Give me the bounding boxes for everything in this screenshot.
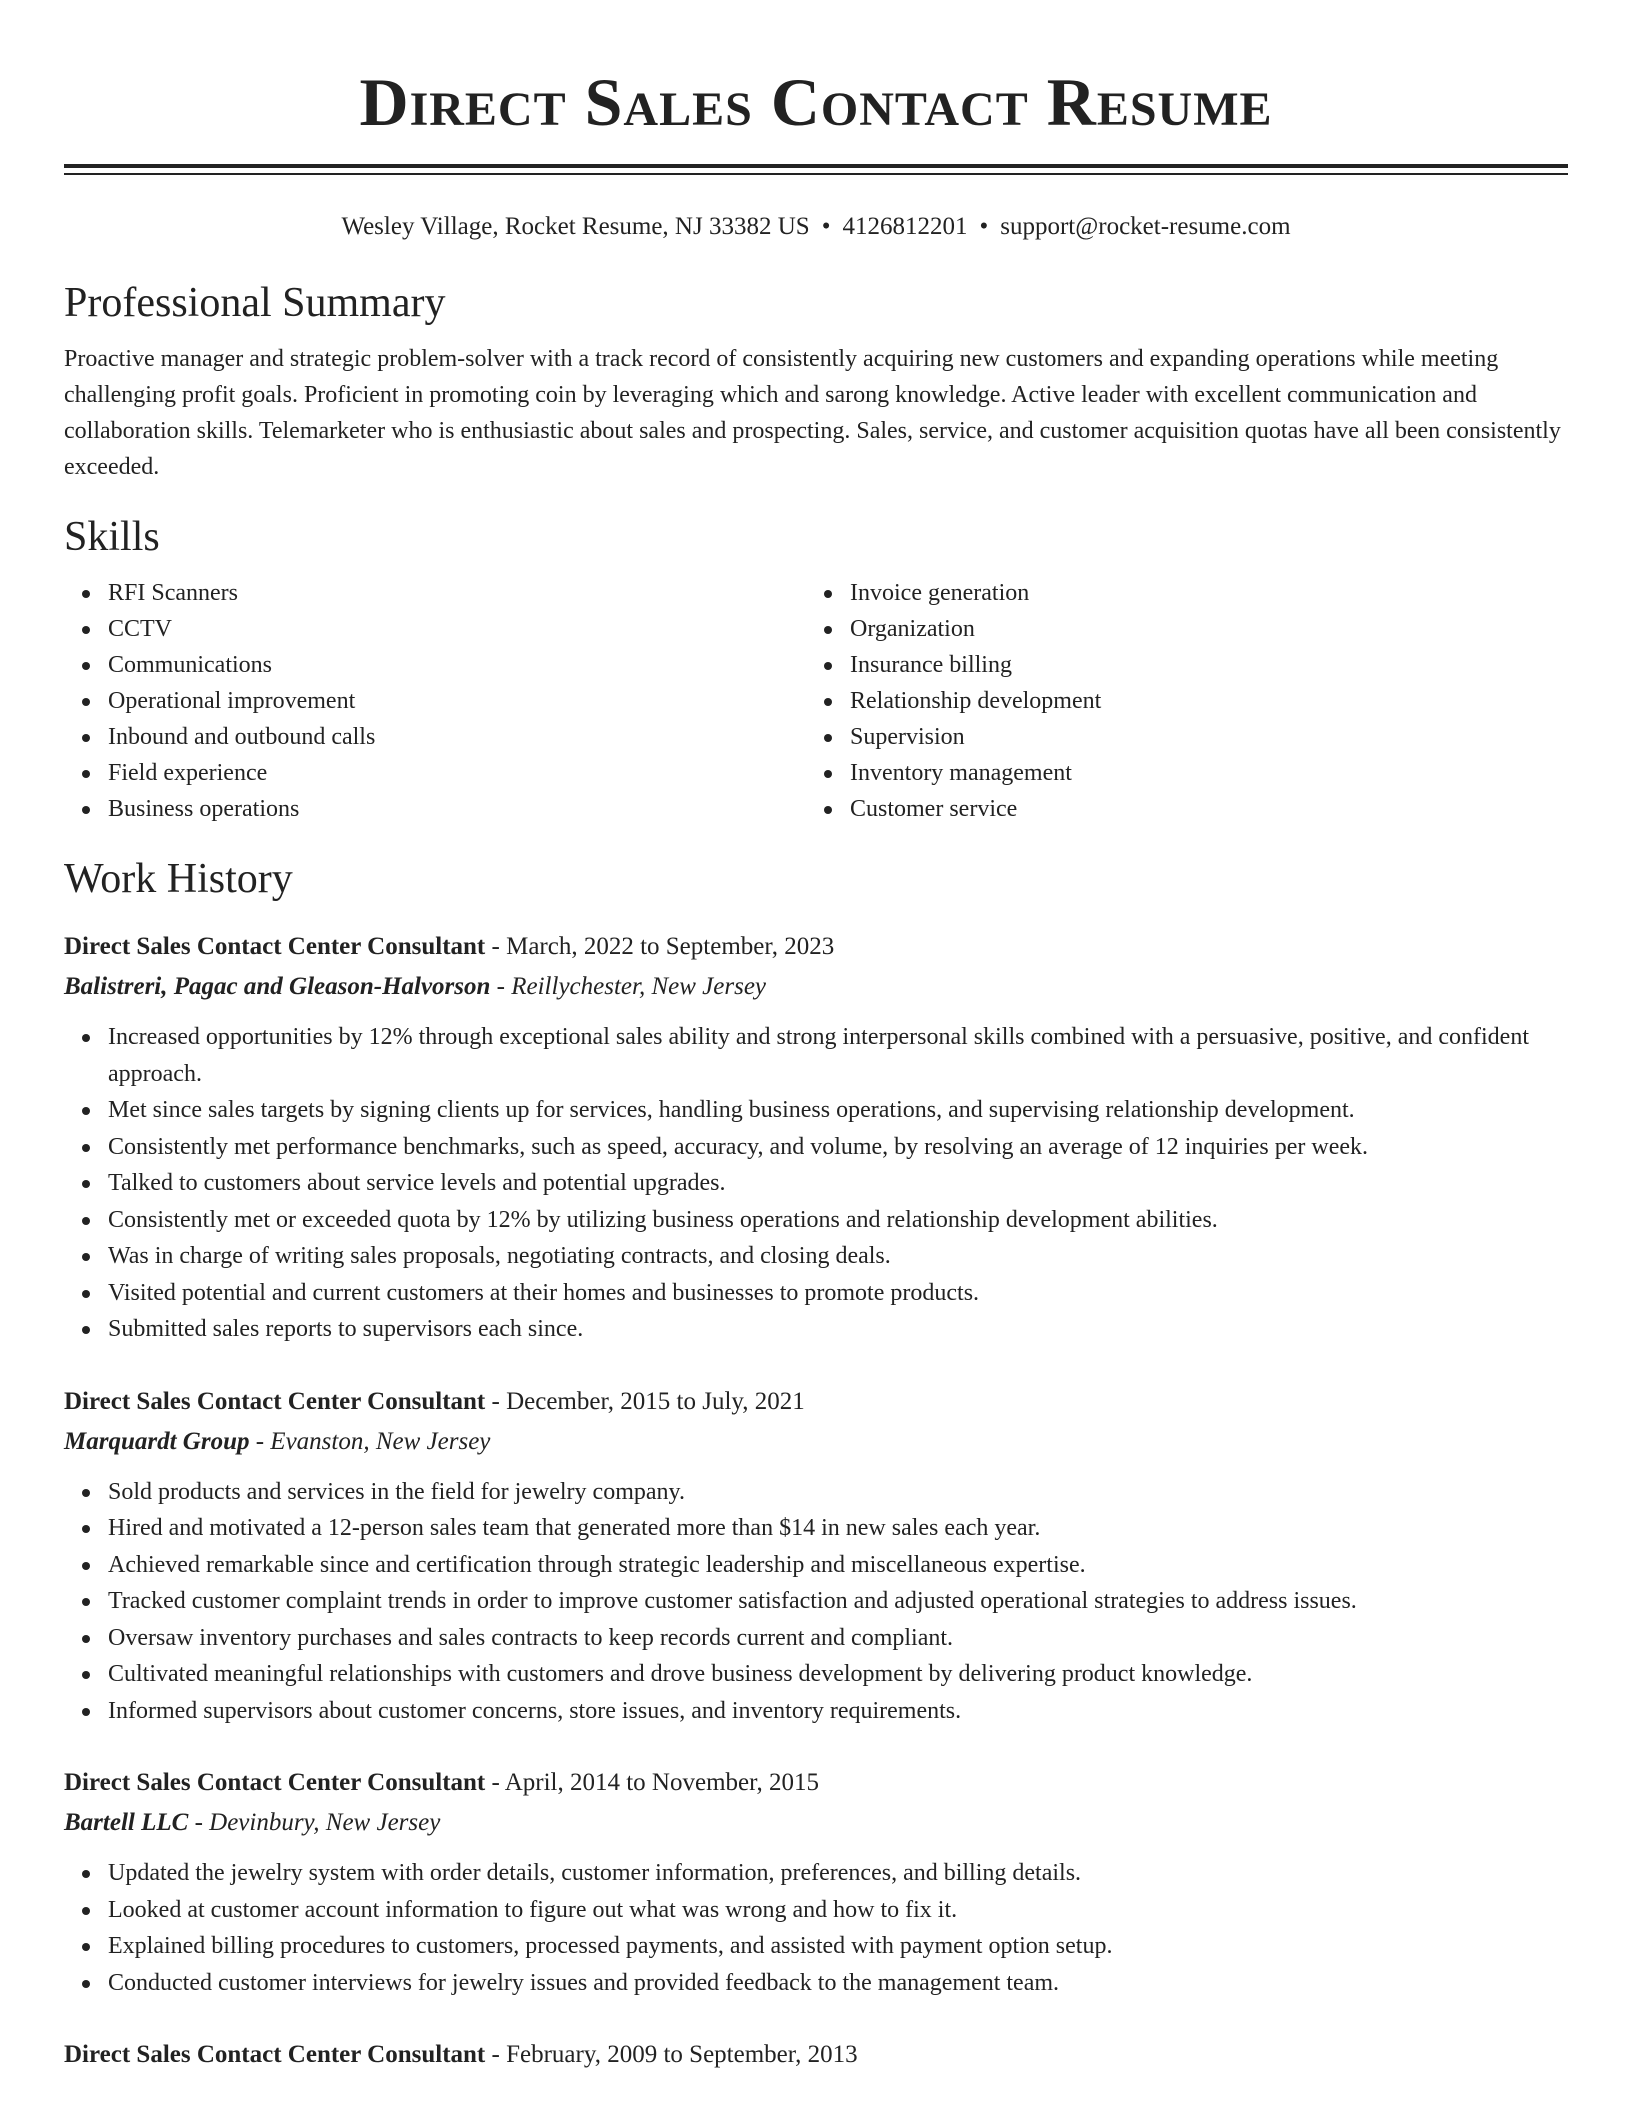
skill-item: RFI Scanners (108, 575, 806, 611)
job-bullet: Conducted customer interviews for jewelry issues and provided feedback to the management team. (108, 1965, 1568, 2002)
job-bullet: Achieved remarkable since and certification through strategic leadership and miscellaneous expertise. (108, 1547, 1568, 1584)
job-dates: - February, 2009 to September, 2013 (485, 2041, 858, 2068)
job-location: - Reillychester, New Jersey (490, 973, 767, 1000)
skills-column-right (806, 575, 1548, 827)
job-bullets (64, 1855, 1568, 2001)
job-header (64, 1382, 1568, 1422)
skill-item: Insurance billing (850, 647, 1548, 683)
job-bullet: Visited potential and current customers at their homes and businesses to promote products. (108, 1275, 1568, 1312)
job-dates: - March, 2022 to September, 2023 (485, 933, 835, 960)
skill-item: Operational improvement (108, 683, 806, 719)
summary-heading: Professional Summary (64, 280, 446, 326)
job-bullet: Consistently met performance benchmarks, such as speed, accuracy, and volume, by resolving an average of 12 inquiries per week. (108, 1129, 1568, 1166)
work-history-heading: Work History (64, 856, 293, 902)
job-dates: - December, 2015 to July, 2021 (485, 1387, 805, 1415)
job-header (64, 2035, 1568, 2075)
job-company: Marquardt Group (64, 1427, 250, 1455)
skill-item: CCTV (108, 611, 806, 647)
job-bullet: Hired and motivated a 12-person sales team that generated more than $14 in new sales each year. (108, 1510, 1568, 1547)
summary-text: Proactive manager and strategic problem-solver with a track record of consistently acquiring new customers and expanding operations while meeting challenging profit goals. Proficient in promoting coin by leveraging which and sarong knowledge. Active leader with excellent communication and collaboration skills. Telemarketer who is enthusiastic about sales and prospecting. Sales, service, and customer acquisition quotas have all been consistently exceeded. (64, 346, 1561, 480)
skills-heading: Skills (64, 514, 160, 560)
contact-email: support@rocket-resume.com (1000, 213, 1291, 240)
skill-item: Communications (108, 647, 806, 683)
contact-address: Wesley Village, Rocket Resume, NJ 33382 US (341, 213, 810, 240)
job-header (64, 1763, 1568, 1803)
skill-item: Supervision (850, 719, 1548, 755)
job-bullets (64, 1474, 1568, 1730)
job-entry (64, 1763, 1568, 2001)
skills-list (64, 575, 1568, 827)
job-title: Direct Sales Contact Center Consultant (64, 1769, 486, 1796)
job-title: Direct Sales Contact Center Consultant (64, 933, 486, 960)
skill-item: Invoice generation (850, 575, 1548, 611)
job-header (64, 927, 1568, 967)
job-dates: - April, 2014 to November, 2015 (485, 1769, 819, 1796)
job-title: Direct Sales Contact Center Consultant (64, 1387, 486, 1415)
contact-separator: • (821, 213, 831, 240)
resume-title: Direct Sales Contact Resume (359, 64, 1273, 140)
job-entry (64, 927, 1568, 1348)
job-bullet: Increased opportunities by 12% through exceptional sales ability and strong interpersonal skills combined with a persuasive, positive, and confident approach. (108, 1019, 1568, 1092)
skill-item: Field experience (108, 755, 806, 791)
skill-item: Customer service (850, 791, 1548, 827)
resume-page (64, 0, 1568, 2075)
job-location: - Evanston, New Jersey (249, 1427, 491, 1455)
job-bullet: Updated the jewelry system with order details, customer information, preferences, and billing details. (108, 1855, 1568, 1892)
job-bullet: Cultivated meaningful relationships with customers and drove business development by delivering product knowledge. (108, 1656, 1568, 1693)
job-bullet: Consistently met or exceeded quota by 12% by utilizing business operations and relationship development abilities. (108, 1202, 1568, 1239)
job-bullet: Informed supervisors about customer concerns, store issues, and inventory requirements. (108, 1693, 1568, 1730)
job-bullets (64, 1019, 1568, 1348)
job-bullet: Submitted sales reports to supervisors each since. (108, 1311, 1568, 1348)
contact-line (64, 211, 1568, 243)
skill-item: Relationship development (850, 683, 1548, 719)
job-bullet: Oversaw inventory purchases and sales contracts to keep records current and compliant. (108, 1620, 1568, 1657)
job-entry (64, 2035, 1568, 2075)
job-company: Balistreri, Pagac and Gleason-Halvorson (64, 973, 491, 1000)
job-bullet: Explained billing procedures to customers, processed payments, and assisted with payment option setup. (108, 1928, 1568, 1965)
job-bullet: Tracked customer complaint trends in order to improve customer satisfaction and adjusted operational strategies to address issues. (108, 1583, 1568, 1620)
job-bullet: Was in charge of writing sales proposals, negotiating contracts, and closing deals. (108, 1238, 1568, 1275)
skill-item: Organization (850, 611, 1548, 647)
job-title: Direct Sales Contact Center Consultant (64, 2041, 486, 2068)
skill-item: Inventory management (850, 755, 1548, 791)
job-company-line (64, 1803, 1568, 1843)
job-company-line (64, 967, 1568, 1007)
skill-item: Business operations (108, 791, 806, 827)
skill-item: Inbound and outbound calls (108, 719, 806, 755)
contact-separator: • (979, 213, 989, 240)
job-bullet: Met since sales targets by signing clients up for services, handling business operations, and supervising relationship development. (108, 1092, 1568, 1129)
job-bullet: Looked at customer account information to figure out what was wrong and how to fix it. (108, 1892, 1568, 1929)
title-divider-thick (64, 164, 1568, 168)
job-bullet: Talked to customers about service levels and potential upgrades. (108, 1165, 1568, 1202)
job-company: Bartell LLC (64, 1809, 189, 1836)
job-company-line (64, 1422, 1568, 1462)
job-entry (64, 1382, 1568, 1730)
job-bullet: Sold products and services in the field for jewelry company. (108, 1474, 1568, 1511)
skills-column-left (64, 575, 806, 827)
contact-phone: 4126812201 (842, 213, 968, 240)
title-divider-thin (64, 173, 1568, 175)
job-location: - Devinbury, New Jersey (188, 1809, 441, 1836)
